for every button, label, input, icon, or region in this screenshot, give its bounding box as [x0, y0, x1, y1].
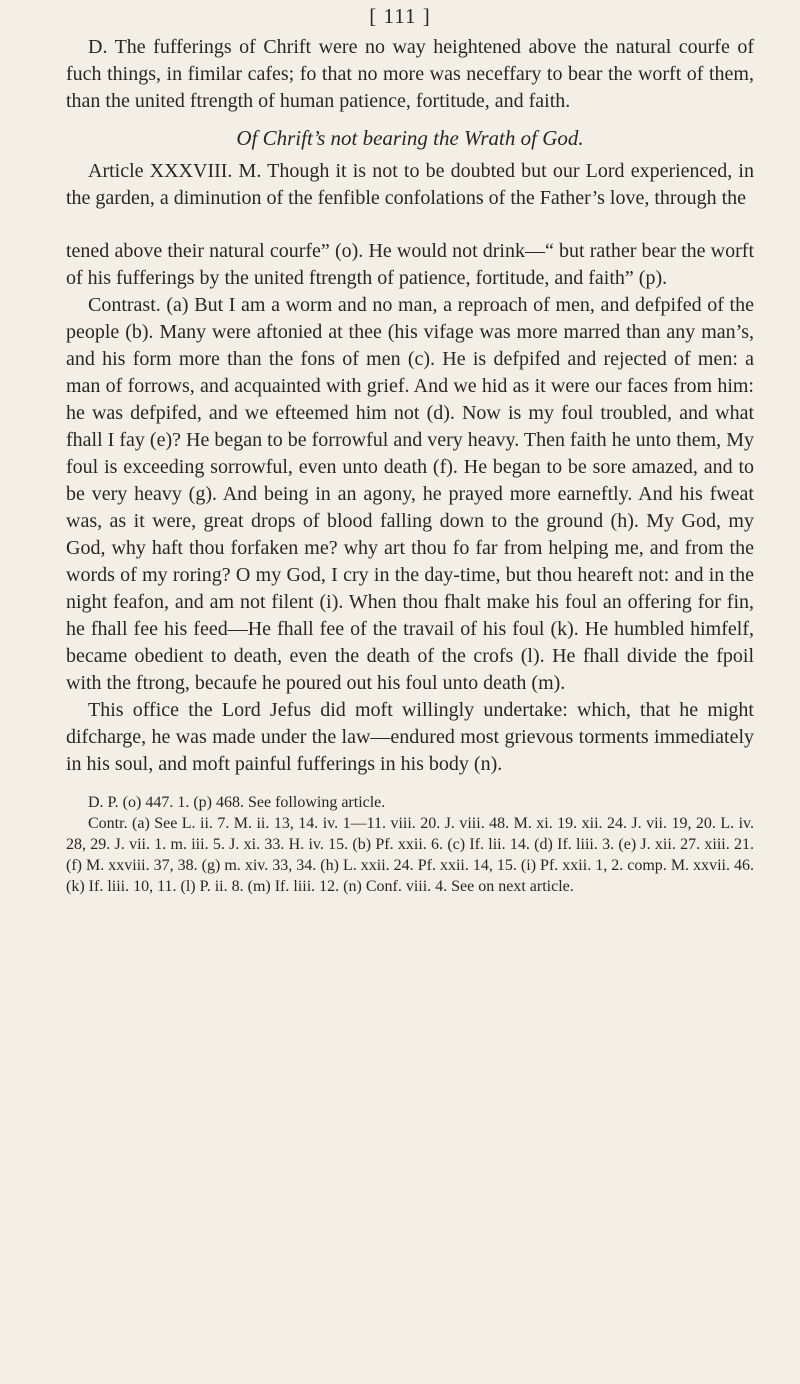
page-body [66, 34, 754, 897]
printed-gap [66, 212, 754, 238]
office-paragraph: This office the Lord Jefus did moft willingly undertake: which, that he might difcharge, he was made under the law—endured most grievous torments immediately in his soul, and moft painful fufferings in his body (n). [66, 699, 754, 775]
footnote-contrast: Contr. (a) See L. ii. 7. M. ii. 13, 14. iv. 1—11. viii. 20. J. viii. 48. M. xi. 19. xii. 24. J. vii. 19, 20. L. iv. 28, 29. J. vii. 1. m. iii. 5. J. xi. 33. H. iv. 15. (b) Pf. xxii. 6. (c) If. lii. 14. (d) If. liii. 3. (e) J. xii. 27. xiii. 21. (f) M. xxviii. 37, 38. (g) m. xiv. 33, 34. (h) L. xxii. 24. Pf. xxii. 14, 15. (i) Pf. xxii. 1, 2. comp. M. xxvii. 46. (k) If. liii. 10, 11. (l) P. ii. 8. (m) If. liii. 12. (n) Conf. viii. 4. See on next article. [66, 815, 754, 895]
footnotes [66, 792, 754, 897]
contrast-paragraph: Contrast. (a) But I am a worm and no man, a reproach of men, and defpifed of the people (b). Many were aftonied at thee (his vifage was more marred than any man’s, and his form more than the fons of men (c). He is defpifed and rejected of men: a man of forrows, and acquainted with grief. And we hid as it were our faces from him: he was defpifed, and we efteemed him not (d). Now is my foul troubled, and what fhall I fay (e)? He began to be forrowful and very heavy. Then faith he unto them, My foul is exceeding sorrowful, even unto death (f). He began to be sore amazed, and to be very heavy (g). And being in an agony, he prayed more earneftly. And his fweat was, as it were, great drops of blood falling down to the ground (h). My God, my God, why haft thou forfaken me? why art thou fo far from helping me, and from the words of my roring? O my God, I cry in the day-time, but thou heareft not: and in the night feafon, and am not filent (i). When thou fhalt make his foul an offering for fin, he fhall fee his feed—He fhall fee of the travail of his foul (k). He humbled himfelf, became obedient to death, even the death of the crofs (l). He fhall divide the fpoil with the ftrong, becaufe he poured out his foul unto death (m). [66, 294, 754, 694]
article-xxxviii-paragraph: Article XXXVIII. M. Though it is not to be doubted but our Lord experienced, in the garden, a diminution of the fenfible confolations of the Father’s love, through the [66, 160, 754, 209]
paragraph-d: D. The fufferings of Chrift were no way heightened above the natural courfe of fuch things, in fimilar cafes; fo that no more was neceffary to bear the worft of them, than the united ftrength of human patience, fortitude, and faith. [66, 36, 754, 112]
page-number: [ 111 ] [369, 4, 431, 28]
continuation-paragraph: tened above their natural courfe” (o). He would not drink—“ but rather bear the worft of his fufferings by the united ftrength of patience, fortitude, and faith” (p). [66, 240, 754, 289]
footnote-d: D. P. (o) 447. 1. (p) 468. See following article. [88, 794, 386, 811]
section-heading: Of Chrift’s not bearing the Wrath of God. [236, 126, 584, 150]
